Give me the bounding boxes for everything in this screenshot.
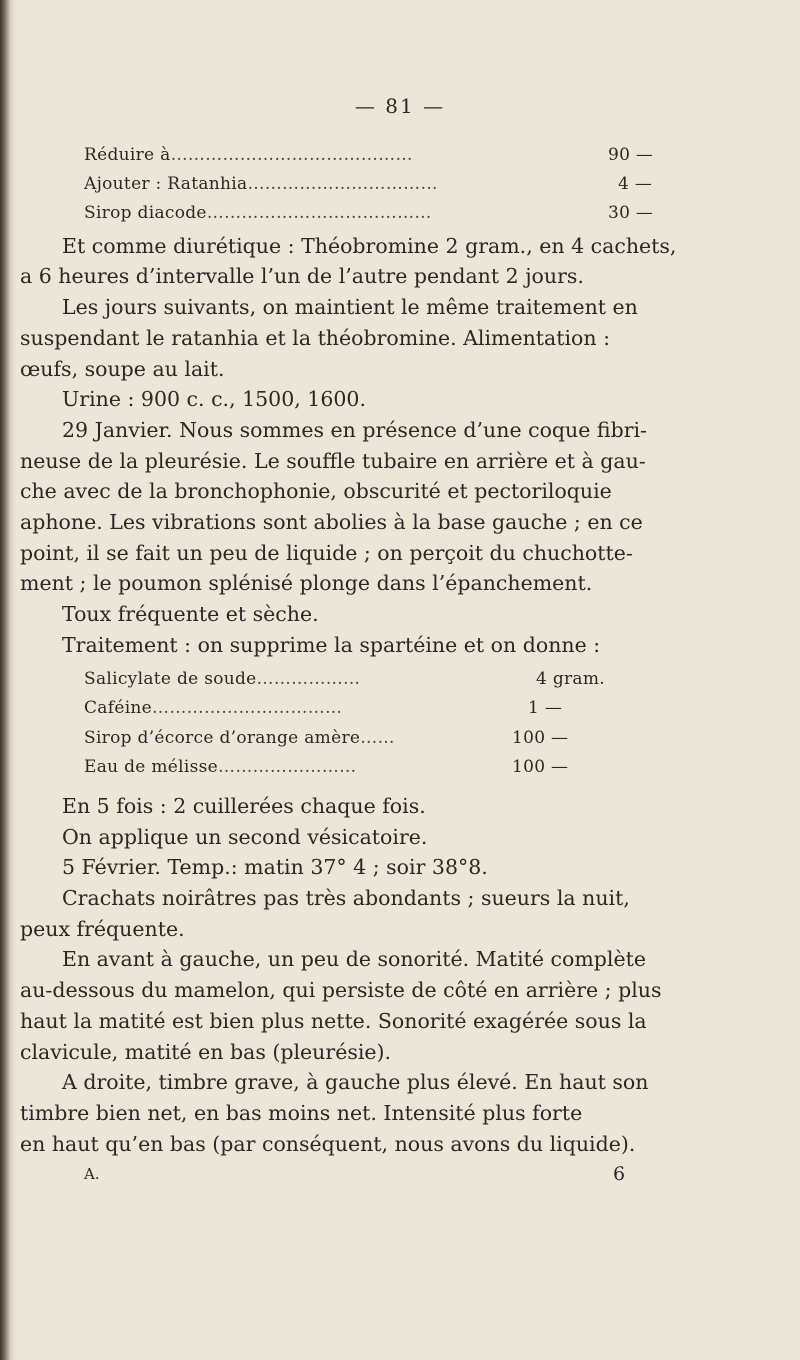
recipe-item bbox=[84, 145, 413, 165]
recipe-item bbox=[84, 203, 432, 223]
text-line: point, il se fait un peu de liquide ; on perçoit du chuchotte- bbox=[20, 541, 633, 565]
recipe-item-dots: …………………………………… bbox=[170, 145, 413, 165]
text-line: œufs, soupe au lait. bbox=[20, 357, 225, 381]
text-line: On applique un second vésicatoire. bbox=[62, 825, 428, 849]
recipe-item-dots: ………………………………… bbox=[206, 203, 432, 223]
text-line: a 6 heures d’intervalle l’un de l’autre pendant 2 jours. bbox=[20, 264, 584, 288]
recipe-item-qty: 30 — bbox=[608, 203, 654, 223]
page-binding-fade bbox=[10, 0, 16, 1360]
text-line: Les jours suivants, on maintient le même traitement en bbox=[62, 295, 638, 319]
text-line: Urine : 900 c. c., 1500, 1600. bbox=[62, 387, 366, 411]
recipe-item-label: Sirop diacode bbox=[84, 203, 207, 223]
text-line: che avec de la bronchophonie, obscurité et pectoriloquie bbox=[20, 479, 612, 503]
recipe-item-dots: …………………………… bbox=[152, 698, 343, 718]
text-line: en haut qu’en bas (par conséquent, nous avons du liquide). bbox=[20, 1132, 636, 1156]
text-line: suspendant le ratanhia et la théobromine. Alimentation : bbox=[20, 326, 611, 350]
recipe-item-qty: 1 — bbox=[528, 698, 563, 718]
recipe-item-dots: ……………… bbox=[256, 669, 361, 689]
text-line: neuse de la pleurésie. Le souffle tubaire en arrière et à gau- bbox=[20, 449, 646, 473]
text-line: En avant à gauche, un peu de sonorité. Matité complète bbox=[62, 947, 646, 971]
recipe-item-label: Réduire à bbox=[84, 145, 171, 165]
recipe-item bbox=[84, 698, 342, 718]
page-binding-shadow bbox=[0, 0, 10, 1360]
recipe-item bbox=[84, 669, 360, 689]
text-line: 5 Février. Temp.: matin 37° 4 ; soir 38°8. bbox=[62, 855, 488, 879]
recipe-item-qty: 100 — bbox=[512, 757, 569, 777]
recipe-item-qty: 4 — bbox=[618, 174, 653, 194]
text-line: 29 Janvier. Nous sommes en présence d’une coque fibri- bbox=[62, 418, 647, 442]
text-line: aphone. Les vibrations sont abolies à la base gauche ; en ce bbox=[20, 510, 643, 534]
recipe-item-qty: 4 gram. bbox=[536, 669, 605, 689]
text-line: peux fréquente. bbox=[20, 917, 185, 941]
text-line: clavicule, matité en bas (pleurésie). bbox=[20, 1040, 392, 1064]
recipe-item-dots: …………………… bbox=[218, 757, 357, 777]
recipe-item-label: Sirop d’écorce d’orange amère bbox=[84, 728, 361, 748]
text-line: Et comme diurétique : Théobromine 2 gram., en 4 cachets, bbox=[62, 234, 677, 258]
recipe-item bbox=[84, 757, 356, 777]
text-line: au-dessous du mamelon, qui persiste de côté en arrière ; plus bbox=[20, 978, 662, 1002]
signature-mark: A. bbox=[84, 1165, 100, 1183]
recipe-item-label: Salicylate de soude bbox=[84, 669, 257, 689]
page-number: — 81 — bbox=[354, 94, 446, 118]
recipe-item-label: Caféine bbox=[84, 698, 153, 718]
recipe-item-dots: …………………………… bbox=[247, 174, 438, 194]
recipe-item bbox=[84, 728, 395, 748]
text-line: haut la matité est bien plus nette. Sonorité exagérée sous la bbox=[20, 1009, 647, 1033]
text-line: Toux fréquente et sèche. bbox=[62, 602, 319, 626]
recipe-item-label: Ajouter : Ratanhia bbox=[84, 174, 248, 194]
text-line: ment ; le poumon splénisé plonge dans l’épanchement. bbox=[20, 571, 593, 595]
recipe-item bbox=[84, 174, 438, 194]
text-line: timbre bien net, en bas moins net. Intensité plus forte bbox=[20, 1101, 583, 1125]
recipe-item-dots: …… bbox=[360, 728, 395, 748]
text-line: Traitement : on supprime la spartéine et on donne : bbox=[62, 633, 601, 657]
text-line: En 5 fois : 2 cuillerées chaque fois. bbox=[62, 794, 426, 818]
signature-number: 6 bbox=[613, 1163, 626, 1185]
recipe-item-qty: 100 — bbox=[512, 728, 569, 748]
text-line: Crachats noirâtres pas très abondants ; sueurs la nuit, bbox=[62, 886, 630, 910]
recipe-item-label: Eau de mélisse bbox=[84, 757, 219, 777]
text-line: A droite, timbre grave, à gauche plus élevé. En haut son bbox=[62, 1070, 649, 1094]
recipe-item-qty: 90 — bbox=[608, 145, 654, 165]
